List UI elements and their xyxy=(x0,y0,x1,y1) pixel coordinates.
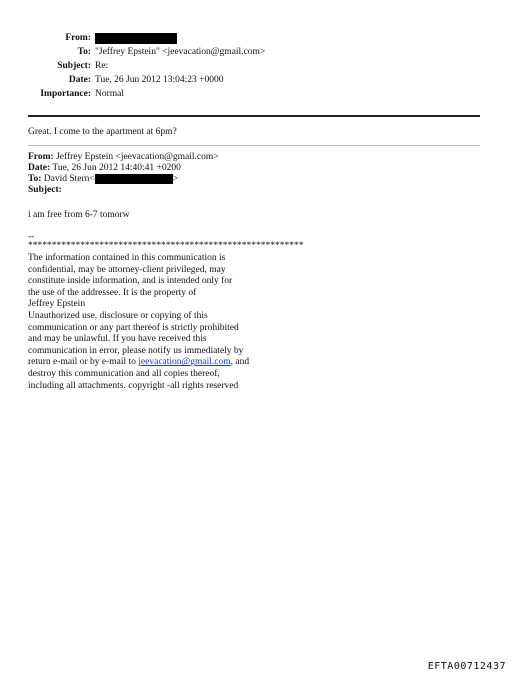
disclaimer-line: communication or any part thereof is strictly prohibited xyxy=(28,322,239,333)
importance-value: Normal xyxy=(95,89,125,99)
quoted-from-value: Jeffrey Epstein <jeevacation@gmail.com> xyxy=(56,152,219,162)
header-divider xyxy=(28,115,480,117)
to-label: To: xyxy=(77,47,91,57)
date-value: Tue, 26 Jun 2012 13:04:23 +0000 xyxy=(95,75,224,85)
subject-label: Subject: xyxy=(57,61,91,71)
date-label: Date: xyxy=(68,75,91,85)
disclaimer-line xyxy=(28,357,328,369)
disclaimer-line: destroy this communication and all copies thereof, xyxy=(28,368,220,379)
from-label: From: xyxy=(65,33,91,43)
header-to-row xyxy=(0,47,512,61)
quoted-to-label: To: xyxy=(28,174,42,185)
quoted-to-prefix: David Stern< xyxy=(43,174,95,185)
disclaimer-line: The information contained in this communication is xyxy=(28,253,226,263)
disclaimer-line: Unauthorized use, disclosure or copying of this xyxy=(28,310,208,321)
quoted-message xyxy=(28,152,219,196)
disclaimer-line: the use of the addressee. It is the property of xyxy=(28,287,197,298)
header-subject-row xyxy=(0,61,512,75)
header-date-row xyxy=(0,75,512,89)
quoted-date-label: Date: xyxy=(28,163,51,173)
quoted-from-label: From: xyxy=(28,152,54,162)
reply-text: Great. I come to the apartment at 6pm? xyxy=(28,127,177,137)
disclaimer-line: communication in error, please notify us immediately by xyxy=(28,345,244,356)
quote-divider xyxy=(28,145,480,146)
redaction-bar xyxy=(95,174,173,184)
disclaimer-line: constitute inside information, and is intended only for xyxy=(28,276,233,287)
header-from-row xyxy=(0,33,512,47)
disclaimer-text: return e-mail or by e-mail to xyxy=(28,357,139,368)
confidentiality-disclaimer xyxy=(28,253,328,392)
to-value: "Jeffrey Epstein" <jeevacation@gmail.com> xyxy=(95,47,266,57)
redaction-bar xyxy=(95,33,177,44)
quoted-date-value: Tue, 26 Jun 2012 14:40:41 +0200 xyxy=(52,163,181,173)
bates-number: EFTA00712437 xyxy=(427,660,506,672)
quoted-subject-row xyxy=(28,185,219,196)
disclaimer-text: , and xyxy=(230,357,250,368)
quoted-body: i am free from 6-7 tomorw xyxy=(28,210,130,220)
email-header xyxy=(0,33,512,103)
email-link[interactable]: jeevacation@gmail.com xyxy=(138,357,231,368)
disclaimer-line: including all attachments. copyright -all rights reserved xyxy=(28,380,239,391)
from-redaction xyxy=(95,33,177,45)
subject-value: Re: xyxy=(95,61,109,71)
quoted-subject-label: Subject: xyxy=(28,185,62,195)
disclaimer-line: confidential, may be attorney-client privileged, may xyxy=(28,264,226,275)
quoted-date-row xyxy=(28,163,219,174)
quoted-to-row xyxy=(28,174,219,185)
disclaimer-line: and may be unlawful. If you have received this xyxy=(28,334,207,345)
header-importance-row xyxy=(0,89,512,103)
quoted-to-suffix: > xyxy=(172,174,179,185)
signature-stars: ********************************************************** xyxy=(28,241,304,251)
signature-dashes: -- xyxy=(28,232,35,242)
quoted-from-row xyxy=(28,152,219,163)
importance-label: Importance: xyxy=(40,89,91,99)
disclaimer-line: Jeffrey Epstein xyxy=(28,299,86,310)
